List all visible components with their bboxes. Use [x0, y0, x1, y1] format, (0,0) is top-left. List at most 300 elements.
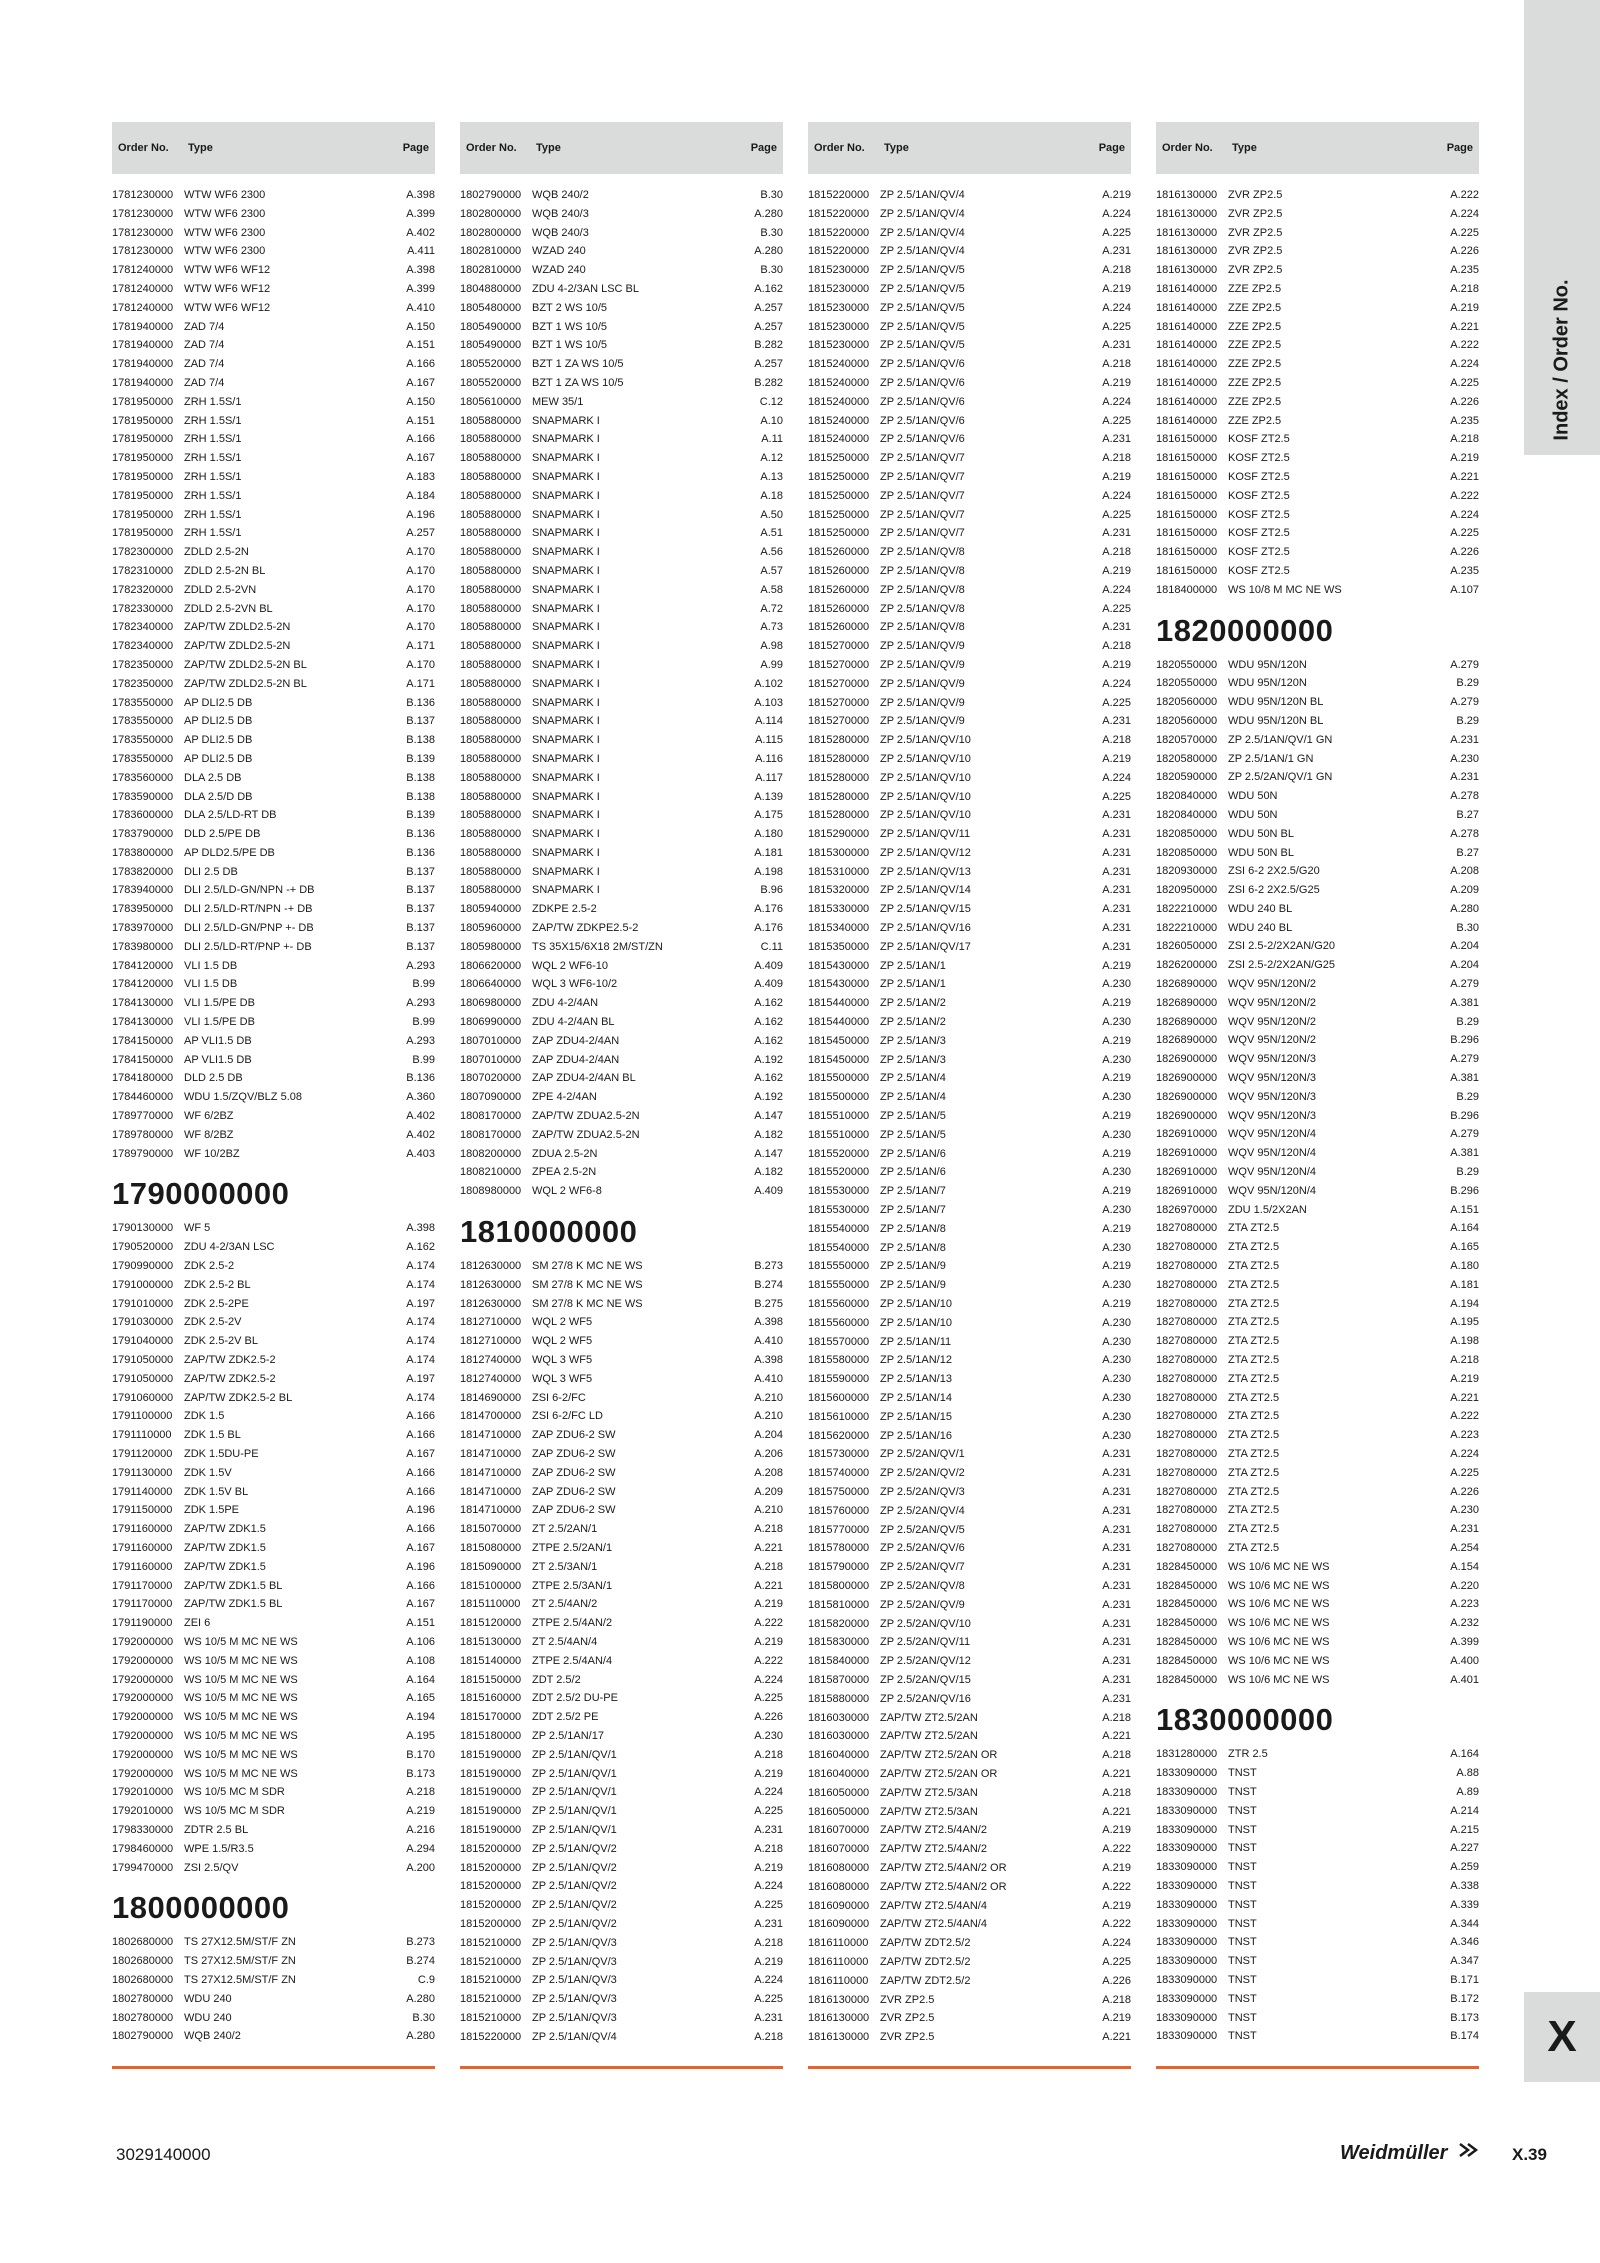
order-number: 1805980000	[460, 940, 522, 953]
order-number: 1783590000	[112, 790, 174, 803]
order-number: 1802800000	[460, 226, 522, 239]
page-ref: A.114	[755, 715, 783, 728]
order-number: 1827080000	[1156, 1504, 1218, 1517]
type-name: ZZE ZP2.5	[1228, 376, 1282, 389]
order-number: 1792010000	[112, 1805, 174, 1818]
order-number: 1782350000	[112, 658, 174, 671]
table-row	[1156, 900, 1479, 919]
order-number: 1792000000	[112, 1635, 174, 1648]
page-ref: A.219	[754, 1598, 783, 1611]
table-row	[1156, 1445, 1479, 1464]
order-number: 1815210000	[460, 1936, 522, 1949]
order-number: 1816110000	[808, 1937, 869, 1950]
order-number: 1820580000	[1156, 752, 1218, 765]
table-row	[112, 1389, 435, 1408]
table-row	[112, 1426, 435, 1445]
section-heading: 1800000000	[112, 1890, 290, 1926]
page-ref: A.162	[406, 1241, 435, 1254]
page-ref: A.170	[406, 602, 435, 615]
page-ref: A.218	[1102, 1749, 1131, 1762]
table-row	[1156, 1783, 1479, 1802]
order-number: 1791160000	[112, 1541, 173, 1554]
page-ref: A.107	[1450, 583, 1479, 596]
type-name: DLI 2.5/LD-GN/NPN -+ DB	[184, 884, 315, 897]
type-name: ZAP/TW ZDLD2.5-2N	[184, 640, 291, 653]
order-number: 1815280000	[808, 752, 870, 765]
column-body	[112, 186, 435, 2046]
type-name: SNAPMARK I	[532, 846, 600, 859]
table-row	[112, 2027, 435, 2046]
type-name: ZTA ZT2.5	[1228, 1241, 1280, 1254]
order-number: 1816150000	[1156, 470, 1218, 483]
table-row	[112, 1802, 435, 1821]
table-row	[808, 2028, 1131, 2047]
order-number: 1828450000	[1156, 1598, 1218, 1611]
type-name: ZP 2.5/1AN/QV/10	[880, 771, 971, 784]
table-row	[1156, 712, 1479, 731]
order-number: 1789770000	[112, 1110, 174, 1123]
type-name: ZP 2.5/1AN/10	[880, 1316, 952, 1329]
order-number: 1815500000	[808, 1072, 870, 1085]
type-name: ZAP/TW ZDK1.5 BL	[184, 1579, 283, 1592]
order-number: 1781240000	[112, 282, 174, 295]
table-row	[1156, 261, 1479, 280]
page-ref: A.167	[406, 452, 435, 465]
type-name: ZDUA 2.5-2N	[532, 1147, 598, 1160]
table-row	[1156, 412, 1479, 431]
column-header	[460, 122, 783, 174]
table-row	[112, 1840, 435, 1859]
type-name: VLI 1.5/PE DB	[184, 1016, 255, 1029]
page-ref: A.219	[754, 1861, 783, 1874]
type-name: ZTA ZT2.5	[1228, 1504, 1280, 1517]
page-ref: A.221	[1102, 2031, 1131, 2044]
order-number: 1816150000	[1156, 527, 1218, 540]
order-number: 1816150000	[1156, 564, 1218, 577]
table-row	[460, 468, 783, 487]
page-ref: B.296	[1450, 1109, 1479, 1122]
order-number: 1807010000	[460, 1034, 522, 1047]
page-ref: A.224	[1450, 358, 1479, 371]
table-row	[808, 1257, 1131, 1276]
order-number: 1816140000	[1156, 339, 1218, 352]
order-number: 1815190000	[460, 1805, 522, 1818]
order-number: 1783550000	[112, 715, 174, 728]
page-ref: B.273	[754, 1260, 783, 1273]
page-ref: A.214	[1450, 1804, 1479, 1817]
type-name: ZP 2.5/1AN/QV/4	[880, 226, 965, 239]
order-number: 1833090000	[1156, 1879, 1218, 1892]
page-ref: A.170	[406, 564, 435, 577]
type-name: ZP 2.5/1AN/1 GN	[1228, 752, 1314, 765]
page-ref: A.162	[754, 282, 783, 295]
type-name: WS 10/6 MC NE WS	[1228, 1654, 1330, 1667]
page-ref: A.230	[1102, 1204, 1131, 1217]
page-ref: A.221	[1450, 1391, 1479, 1404]
page-ref: A.219	[1102, 658, 1131, 671]
page-ref: A.225	[1102, 602, 1131, 615]
order-number: 1781950000	[112, 527, 174, 540]
page-ref: A.147	[754, 1147, 783, 1160]
table-row	[112, 449, 435, 468]
table-row	[112, 1727, 435, 1746]
order-number: 1826890000	[1156, 978, 1218, 991]
page-ref: A.222	[1102, 1880, 1131, 1893]
type-name: ZP 2.5/2AN/QV/9	[880, 1598, 965, 1611]
type-name: TNST	[1228, 2011, 1257, 2024]
type-name: WDU 240	[184, 2011, 232, 2024]
page-ref: A.231	[1102, 1617, 1131, 1630]
type-name: WS 10/5 MC M SDR	[184, 1805, 285, 1818]
type-name: ZP 2.5/1AN/3	[880, 1053, 946, 1066]
type-name: WQV 95N/120N/2	[1228, 978, 1317, 991]
page-ref: A.206	[754, 1448, 783, 1460]
order-number: 1815560000	[808, 1298, 870, 1311]
order-number: 1815110000	[460, 1598, 521, 1611]
order-number: 1815200000	[460, 1861, 522, 1874]
type-name: AP VLI1.5 DB	[184, 1053, 252, 1066]
page-ref: C.12	[759, 395, 783, 408]
page-ref: A.344	[1450, 1917, 1479, 1930]
order-number: 1820930000	[1156, 865, 1218, 878]
page-ref: A.231	[1102, 828, 1131, 841]
type-name: ZP 2.5/1AN/QV/12	[880, 846, 971, 859]
page-ref: A.219	[1102, 959, 1131, 972]
type-name: ZP 2.5/1AN/QV/13	[880, 865, 971, 878]
type-name: ZAP/TW ZDUA2.5-2N	[532, 1128, 640, 1141]
order-number: 1782340000	[112, 621, 174, 634]
type-name: ZP 2.5/1AN/QV/7	[880, 508, 965, 521]
page-ref: A.180	[754, 828, 783, 841]
page-ref: A.231	[1102, 1542, 1131, 1555]
table-row	[1156, 1520, 1479, 1539]
order-number: 1802780000	[112, 2011, 174, 2024]
order-number: 1815090000	[460, 1560, 522, 1573]
order-number: 1805880000	[460, 602, 522, 615]
table-row	[460, 1126, 783, 1145]
order-number: 1815580000	[808, 1354, 870, 1367]
table-row	[460, 1746, 783, 1765]
page-ref: A.230	[1102, 1429, 1131, 1442]
order-number: 1791160000	[112, 1560, 173, 1573]
table-row	[460, 900, 783, 919]
order-number: 1815280000	[808, 771, 870, 784]
table-row	[808, 957, 1131, 976]
table-row	[808, 1821, 1131, 1840]
page-ref: B.173	[406, 1767, 435, 1780]
order-number: 1818400000	[1156, 583, 1218, 596]
type-name: ZAP/TW ZT2.5/4AN/2 OR	[880, 1880, 1007, 1893]
page-ref: A.230	[1450, 1504, 1479, 1517]
page-ref: B.296	[1450, 1184, 1479, 1197]
type-name: SNAPMARK I	[532, 734, 600, 747]
order-number: 1820950000	[1156, 884, 1218, 897]
page-ref: A.222	[1450, 489, 1479, 502]
type-name: SNAPMARK I	[532, 715, 600, 728]
order-number: 1820550000	[1156, 658, 1218, 671]
page-ref: A.398	[754, 1316, 783, 1329]
page-ref: A.176	[754, 922, 783, 935]
order-number: 1784150000	[112, 1053, 174, 1066]
type-name: ZZE ZP2.5	[1228, 414, 1282, 427]
page-ref: A.338	[1450, 1879, 1479, 1892]
page-ref: A.222	[1450, 1410, 1479, 1423]
type-name: ZSI 6-2 2X2.5/G20	[1228, 865, 1320, 878]
page-ref: B.137	[406, 884, 435, 897]
order-number: 1791100000	[112, 1410, 173, 1423]
page-ref: A.225	[1102, 696, 1131, 709]
table-row	[460, 788, 783, 807]
page-ref: A.225	[754, 1993, 783, 2006]
order-number: 1815620000	[808, 1429, 870, 1442]
table-row	[1156, 374, 1479, 393]
order-number: 1815870000	[808, 1673, 870, 1686]
table-row	[808, 261, 1131, 280]
type-name: ZP 2.5/1AN/QV/6	[880, 433, 965, 446]
type-name: WDU 240	[184, 1992, 232, 2005]
type-name: ZDLD 2.5-2N	[184, 546, 249, 559]
table-row	[808, 1182, 1131, 1201]
column-footer-rule	[808, 2066, 1131, 2069]
order-number: 1816150000	[1156, 452, 1218, 465]
order-number: 1782350000	[112, 677, 174, 690]
type-name: ZP 2.5/1AN/QV/3	[532, 1993, 617, 2006]
table-row	[808, 825, 1131, 844]
table-row	[808, 1351, 1131, 1370]
order-number: 1815240000	[808, 358, 870, 371]
page-ref: A.278	[1450, 790, 1479, 803]
table-row	[1156, 506, 1479, 525]
table-row	[808, 1633, 1131, 1652]
table-row	[1156, 1332, 1479, 1351]
type-name: ZPEA 2.5-2N	[532, 1166, 597, 1179]
table-row	[1156, 1313, 1479, 1332]
order-number: 1826900000	[1156, 1090, 1218, 1103]
type-name: WDU 50N BL	[1228, 846, 1295, 859]
page-ref: A.196	[406, 508, 435, 521]
table-row	[460, 731, 783, 750]
page-ref: A.151	[406, 339, 435, 352]
page-ref: B.136	[406, 1072, 435, 1085]
order-number: 1815740000	[808, 1467, 870, 1480]
page-ref: A.115	[755, 734, 783, 747]
table-row	[112, 1765, 435, 1784]
type-name: ZRH 1.5S/1	[184, 470, 242, 483]
section-heading: 1830000000	[1156, 1702, 1334, 1738]
order-number: 1833090000	[1156, 1861, 1218, 1874]
order-number: 1781950000	[112, 508, 174, 521]
page-ref: A.224	[754, 1880, 783, 1893]
side-tab-label: Index / Order No.	[1550, 279, 1573, 441]
table-row	[808, 1784, 1131, 1803]
table-row	[1156, 1671, 1479, 1690]
page-ref: A.403	[406, 1147, 435, 1160]
page-ref: A.166	[406, 1579, 435, 1592]
order-number: 1805880000	[460, 752, 522, 765]
order-number: 1792000000	[112, 1654, 174, 1667]
type-name: ZAD 7/4	[184, 339, 225, 352]
table-row	[1156, 975, 1479, 994]
page-ref: A.293	[406, 959, 435, 972]
type-name: ZAP/TW ZDK2.5-2	[184, 1372, 276, 1385]
page-ref: A.231	[1450, 771, 1479, 784]
order-number: 1827080000	[1156, 1354, 1218, 1367]
type-name: WS 10/5 M MC NE WS	[184, 1748, 298, 1761]
type-name: WS 10/6 MC NE WS	[1228, 1635, 1330, 1648]
type-name: ZP 2.5/1AN/15	[880, 1410, 952, 1423]
page-ref: B.137	[406, 865, 435, 878]
page-ref: B.99	[412, 1053, 435, 1066]
table-row	[460, 975, 783, 994]
type-name: WS 10/6 MC NE WS	[1228, 1560, 1330, 1573]
index-column-4	[1156, 122, 1479, 2046]
page-ref: A.293	[406, 1034, 435, 1047]
order-number: 1791160000	[112, 1523, 173, 1536]
order-number: 1815160000	[460, 1692, 522, 1705]
order-number: 1783800000	[112, 846, 174, 859]
page-ref: B.172	[1450, 1992, 1479, 2005]
type-name: ZRH 1.5S/1	[184, 489, 242, 502]
table-row	[112, 1783, 435, 1802]
table-row	[808, 1163, 1131, 1182]
type-name: WQV 95N/120N/3	[1228, 1090, 1317, 1103]
table-row	[1156, 1990, 1479, 2009]
page-ref: A.231	[754, 2011, 783, 2024]
order-number: 1827080000	[1156, 1241, 1218, 1254]
page-ref: A.166	[406, 1485, 435, 1498]
order-number: 1805880000	[460, 865, 522, 878]
type-name: WTW WF6 WF12	[184, 264, 271, 277]
type-name: ZP 2.5/1AN/5	[880, 1110, 946, 1123]
type-name: ZAP/TW ZDK1.5	[184, 1541, 266, 1554]
order-number: 1815290000	[808, 828, 870, 841]
order-number: 1789790000	[112, 1147, 174, 1160]
table-row	[808, 1521, 1131, 1540]
page-ref: A.339	[1450, 1898, 1479, 1911]
table-row	[112, 1032, 435, 1051]
table-row	[460, 1633, 783, 1652]
order-number: 1783560000	[112, 771, 174, 784]
type-name: ZP 2.5/1AN/QV/6	[880, 414, 965, 427]
order-number: 1805610000	[460, 395, 522, 408]
page-ref: A.235	[1450, 264, 1479, 277]
page-ref: A.102	[754, 677, 783, 690]
type-name: SNAPMARK I	[532, 658, 600, 671]
table-row	[1156, 787, 1479, 806]
table-row	[460, 712, 783, 731]
type-name: ZTR 2.5	[1228, 1748, 1268, 1761]
page-ref: A.402	[406, 1110, 435, 1123]
page-ref: A.224	[1450, 207, 1479, 220]
order-number: 1812630000	[460, 1260, 522, 1273]
table-row	[112, 355, 435, 374]
order-number: 1815270000	[808, 658, 870, 671]
type-name: WS 10/5 M MC NE WS	[184, 1654, 298, 1667]
type-name: ZRH 1.5S/1	[184, 414, 242, 427]
table-row	[808, 675, 1131, 694]
table-row	[460, 562, 783, 581]
order-number: 1814710000	[460, 1485, 522, 1498]
order-number: 1826200000	[1156, 959, 1218, 972]
page-ref: A.219	[1102, 1072, 1131, 1085]
order-number: 1826910000	[1156, 1147, 1218, 1160]
type-name: WQV 95N/120N/4	[1228, 1184, 1317, 1197]
table-row	[112, 393, 435, 412]
order-number: 1784130000	[112, 997, 174, 1010]
order-number: 1808170000	[460, 1128, 522, 1141]
table-row	[460, 844, 783, 863]
page-ref: A.218	[406, 1786, 435, 1799]
page-ref: A.166	[406, 1523, 435, 1536]
type-name: WS 10/6 MC NE WS	[1228, 1617, 1330, 1630]
order-number: 1820850000	[1156, 846, 1218, 859]
table-row	[808, 581, 1131, 600]
type-name: ZAP/TW ZT2.5/2AN	[880, 1711, 978, 1724]
page-ref: A.257	[754, 320, 783, 333]
table-row	[808, 205, 1131, 224]
page-ref: A.231	[1102, 339, 1131, 352]
type-name: TNST	[1228, 1804, 1257, 1817]
order-number: 1816140000	[1156, 395, 1218, 408]
type-name: ZAP ZDU6-2 SW	[532, 1429, 616, 1442]
order-number: 1783820000	[112, 865, 174, 878]
type-name: ZP 2.5/1AN/QV/7	[880, 470, 965, 483]
type-name: WQV 95N/120N/4	[1228, 1166, 1317, 1179]
order-number: 1833090000	[1156, 1898, 1218, 1911]
order-number: 1816110000	[808, 1955, 869, 1968]
order-number: 1815820000	[808, 1617, 870, 1630]
type-name: DLA 2.5/D DB	[184, 790, 253, 803]
order-number: 1820840000	[1156, 808, 1218, 821]
page-ref: B.138	[406, 790, 435, 803]
order-number: 1782320000	[112, 583, 174, 596]
page-ref: A.231	[1102, 245, 1131, 258]
page-ref: A.219	[1450, 301, 1479, 314]
type-name: ZAP/TW ZT2.5/2AN	[880, 1730, 978, 1743]
table-row	[112, 1501, 435, 1520]
table-row	[808, 694, 1131, 713]
table-row	[460, 1445, 783, 1464]
order-number: 1802680000	[112, 1973, 174, 1986]
table-row	[460, 1727, 783, 1746]
order-number: 1815350000	[808, 940, 870, 953]
order-number: 1816150000	[1156, 433, 1218, 446]
type-name: ZP 2.5/1AN/QV/10	[880, 734, 971, 747]
table-row	[1156, 1614, 1479, 1633]
type-name: ZP 2.5/1AN/8	[880, 1241, 946, 1254]
type-name: WDU 95N/120N BL	[1228, 714, 1324, 727]
page-ref: A.184	[406, 489, 435, 502]
header-order-no: Order No.	[466, 142, 517, 154]
table-row	[808, 731, 1131, 750]
page-ref: A.231	[1102, 809, 1131, 822]
table-row	[808, 449, 1131, 468]
page-ref: B.139	[406, 752, 435, 765]
page-ref: A.225	[1102, 226, 1131, 239]
order-number: 1816140000	[1156, 376, 1218, 389]
table-row	[460, 938, 783, 957]
type-name: ZP 2.5/1AN/QV/1	[532, 1805, 617, 1818]
type-name: WTW WF6 2300	[184, 189, 266, 201]
order-number: 1815560000	[808, 1316, 870, 1329]
table-row	[460, 449, 783, 468]
page-ref: A.219	[1102, 1824, 1131, 1837]
page-ref: A.165	[406, 1692, 435, 1705]
order-number: 1815790000	[808, 1561, 870, 1574]
page-ref: A.221	[1102, 1767, 1131, 1780]
type-name: ZDKPE 2.5-2	[532, 903, 597, 916]
page-ref: A.225	[754, 1899, 783, 1912]
